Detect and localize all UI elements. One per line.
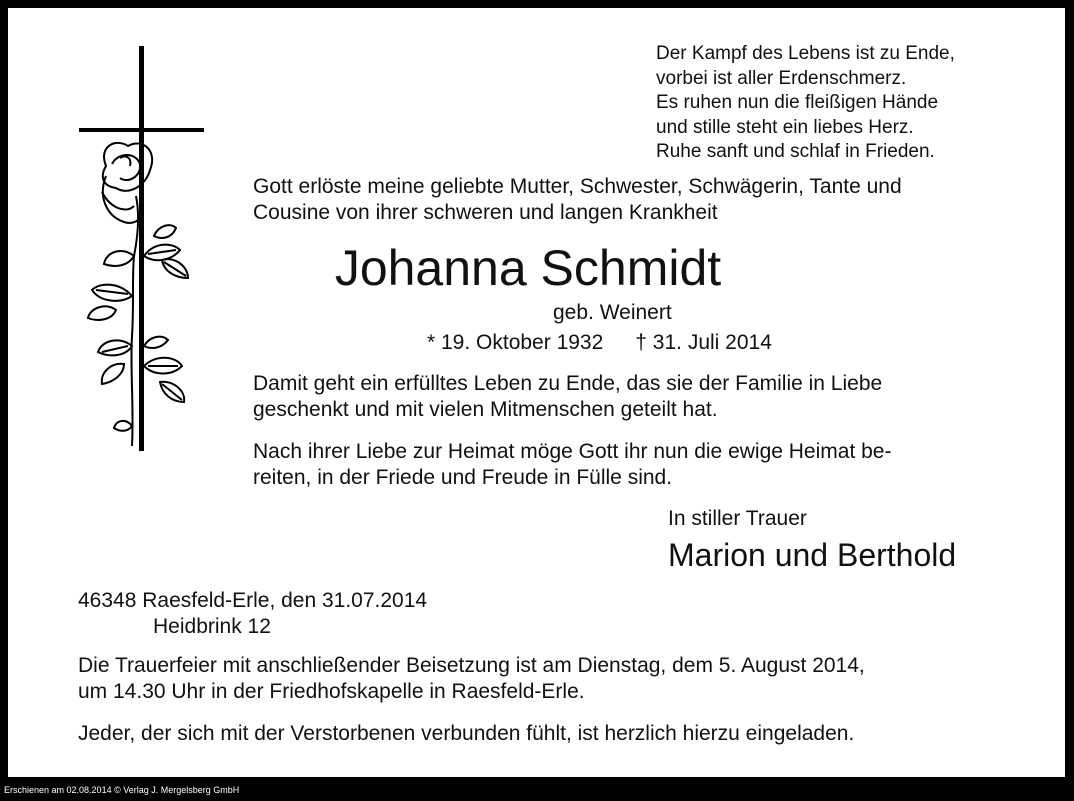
poem-line: Ruhe sanft und schlaf in Frieden. [656,141,935,162]
funeral-line: Die Trauerfeier mit anschließender Beisetzung ist am Dienstag, dem 5. August 2014, [78,654,865,677]
poem [656,42,955,165]
tribute-line: geschenkt und mit vielen Mitmenschen geteilt hat. [253,398,718,421]
birth-name: geb. Weinert [553,301,672,324]
intro-text [253,174,902,226]
tribute-line: Damit geht ein erfülltes Leben zu Ende, das sie der Familie in Liebe [253,372,883,395]
tribute-paragraph [253,371,882,423]
blessing-line: reiten, in der Friede und Freude in Fülle sind. [253,466,673,489]
address-line: 46348 Raesfeld-Erle, den 31.07.2014 [78,589,428,612]
poem-line: vorbei ist aller Erdenschmerz. [656,67,907,89]
deceased-name: Johanna Schmidt [334,240,722,296]
obituary-notice [8,8,1065,777]
death-date: † 31. Juli 2014 [635,331,772,354]
life-dates [427,330,772,356]
invitation-text: Jeder, der sich mit der Verstorbenen verbunden fühlt, ist herzlich hierzu eingeladen. [78,722,855,745]
blessing-paragraph [253,439,891,491]
intro-line: Gott erlöste meine geliebte Mutter, Schwester, Schwägerin, Tante und [253,175,902,198]
birth-date: * 19. Oktober 1932 [427,331,604,354]
mourner-names: Marion und Berthold [668,537,957,573]
funeral-line: um 14.30 Uhr in der Friedhofskapelle in Raesfeld-Erle. [78,680,585,703]
funeral-details [78,653,865,705]
poem-line: Es ruhen nun die fleißigen Hände [656,92,939,113]
intro-line: Cousine von ihrer schweren und langen Krankheit [253,201,718,224]
publication-footer: Erschienen am 02.08.2014 © Verlag J. Mergelsberg GmbH [4,785,240,795]
mourning-heading: In stiller Trauer [668,507,807,530]
poem-line: Der Kampf des Lebens ist zu Ende, [656,43,955,64]
street-line: Heidbrink 12 [153,615,271,638]
poem-line: und stille steht ein liebes Herz. [656,116,914,138]
blessing-line: Nach ihrer Liebe zur Heimat möge Gott ihr nun die ewige Heimat be- [253,440,892,463]
